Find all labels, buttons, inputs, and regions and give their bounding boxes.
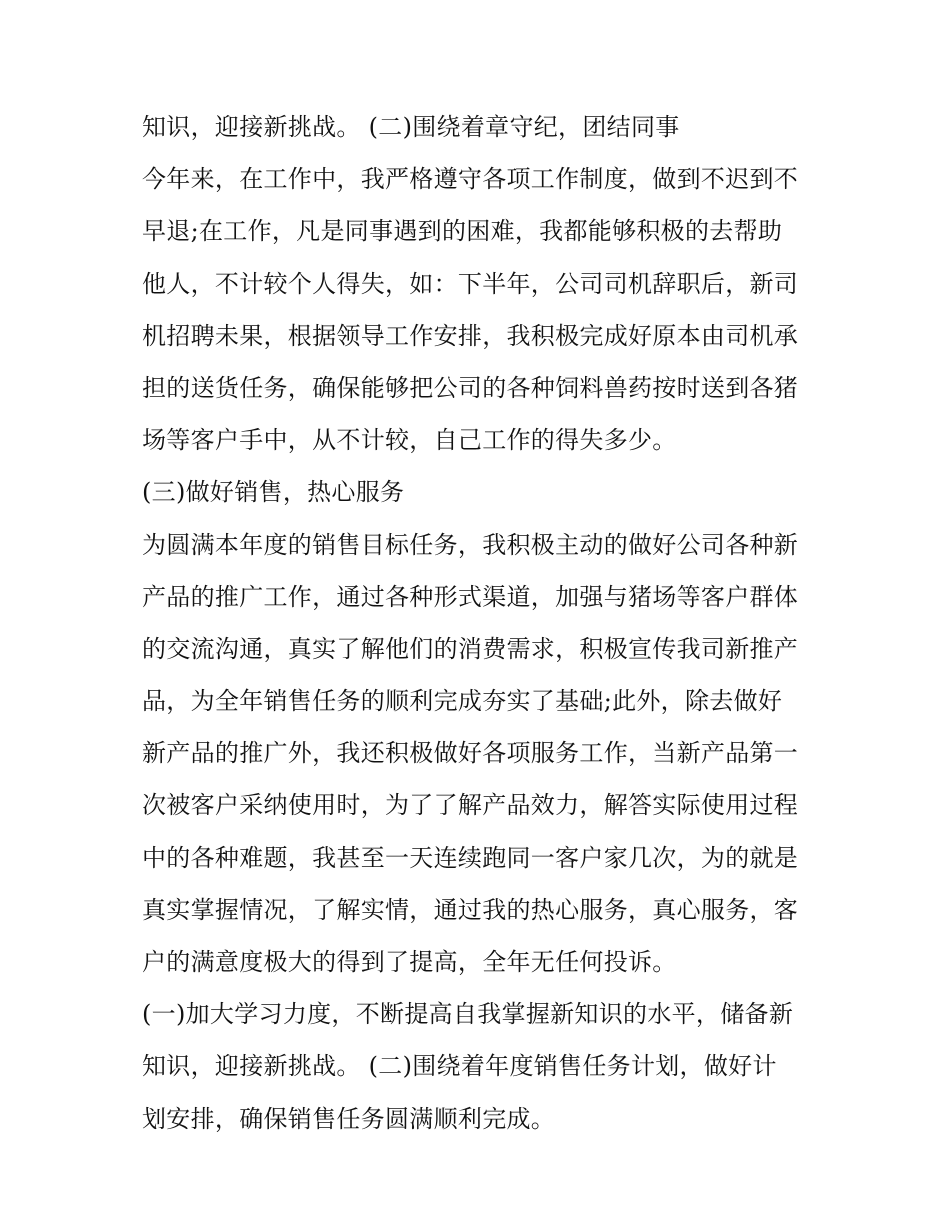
section-heading: (三)做好销售，热心服务 (142, 478, 405, 507)
text-line: 他人，不计较个人得失，如：下半年，公司司机辞职后，新司 (142, 269, 799, 298)
document-body (142, 109, 822, 1153)
text-line: 户的满意度极大的得到了提高，全年无任何投诉。 (142, 948, 677, 976)
text-line: 的交流沟通，真实了解他们的消费需求，积极宣传我司新推产 (142, 634, 799, 663)
text-line: 知识，迎接新挑战。 (二)围绕着章守纪，团结同事 (142, 113, 680, 141)
text-line: 场等客户手中，从不计较，自己工作的得失多少。 (142, 426, 677, 455)
text-line: 品，为全年销售任务的顺利完成夯实了基础;此外，除去做好 (142, 687, 783, 716)
text-line: 真实掌握情况，了解实情，通过我的热心服务，真心服务，客 (142, 895, 799, 924)
text-line: 中的各种难题，我甚至一天连续跑同一客户家几次，为的就是 (142, 843, 799, 872)
text-line: 今年来，在工作中，我严格遵守各项工作制度，做到不迟到不 (142, 165, 799, 194)
text-line: 新产品的推广外，我还积极做好各项服务工作，当新产品第一 (142, 739, 799, 768)
text-line: 划安排，确保销售任务圆满顺利完成。 (142, 1104, 556, 1133)
text-line: 产品的推广工作，通过各种形式渠道，加强与猪场等客户群体 (142, 582, 799, 611)
text-line: 为圆满本年度的销售目标任务，我积极主动的做好公司各种新 (142, 530, 799, 559)
text-line: 次被客户采纳使用时，为了了解产品效力，解答实际使用过程 (142, 791, 799, 820)
text-line: 机招聘未果，根据领导工作安排，我积极完成好原本由司机承 (142, 321, 799, 350)
text-line: 早退;在工作，凡是同事遇到的困难，我都能够积极的去帮助 (142, 217, 783, 246)
text-line: 知识，迎接新挑战。 (二)围绕着年度销售任务计划，做好计 (142, 1052, 777, 1081)
text-line: (一)加大学习力度，不断提高自我掌握新知识的水平，储备新 (142, 1000, 794, 1029)
text-line: 担的送货任务，确保能够把公司的各种饲料兽药按时送到各猪 (142, 373, 799, 402)
